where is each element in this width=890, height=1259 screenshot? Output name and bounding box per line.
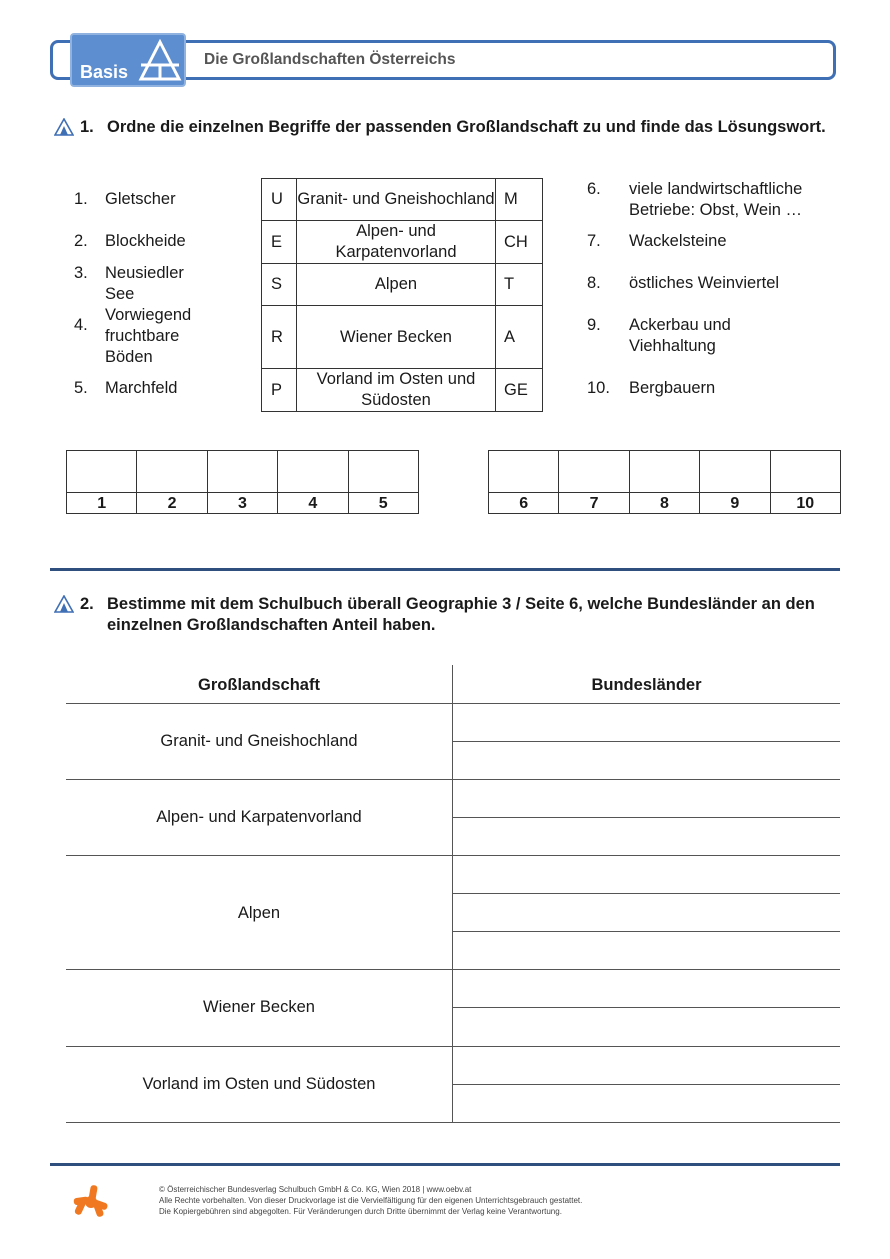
letter-cell: P	[262, 369, 297, 412]
footer-line: Die Kopiergebühren sind abgegolten. Für Veränderungen durch Dritte übernimmt der Verlag keine Verantwortung.	[159, 1207, 562, 1216]
matching-table	[261, 178, 543, 412]
letter-cell: S	[262, 264, 297, 306]
letter-cell: E	[262, 221, 297, 264]
grid-number: 2	[137, 493, 207, 514]
grid-number: 6	[489, 493, 559, 514]
item-number: 5.	[74, 379, 88, 397]
answer-cell[interactable]	[137, 451, 207, 493]
landscape-label: Alpen- und Karpatenvorland	[156, 808, 362, 826]
table-row	[262, 369, 543, 412]
letter-cell: R	[262, 306, 297, 369]
table-row-line	[66, 1046, 840, 1047]
item-number: 2.	[74, 232, 88, 250]
table-row	[262, 306, 543, 369]
item-text: Vorwiegend fruchtbare Böden	[105, 306, 192, 366]
triangle-logo-icon	[138, 39, 182, 83]
grid-number: 1	[67, 493, 137, 514]
letter-cell: U	[262, 179, 297, 221]
table-row-line	[66, 1122, 840, 1123]
answer-cell[interactable]	[67, 451, 137, 493]
grid-number: 5	[348, 493, 418, 514]
item-text: viele landwirtschaftliche Betriebe: Obst, Wein …	[629, 180, 803, 219]
footer-line: © Österreichischer Bundesverlag Schulbuch GmbH & Co. KG, Wien 2018 | www.oebv.at	[159, 1185, 472, 1194]
answer-cell[interactable]	[559, 451, 629, 493]
answer-cell[interactable]	[770, 451, 840, 493]
item-number: 1.	[74, 190, 88, 208]
item-text: Wackelsteine	[629, 232, 727, 250]
item-text: Neusiedler See	[105, 264, 184, 303]
item-number: 9.	[587, 316, 601, 334]
item-text: Gletscher	[105, 190, 176, 208]
answer-cell[interactable]	[278, 451, 348, 493]
grid-number: 3	[207, 493, 277, 514]
answer-line	[453, 1084, 840, 1085]
table-row-line	[66, 969, 840, 970]
table-row	[262, 264, 543, 306]
table-row-line	[66, 703, 840, 704]
item-number: 4.	[74, 316, 88, 334]
section-divider	[50, 568, 840, 571]
item-text: Bergbauern	[629, 379, 716, 397]
oebv-star-logo-icon	[72, 1183, 110, 1221]
landscape-cell: Vorland im Osten und Südosten	[297, 369, 496, 412]
answer-line	[453, 741, 840, 742]
grid-number: 10	[770, 493, 840, 514]
answer-cell[interactable]	[207, 451, 277, 493]
landscape-label: Wiener Becken	[203, 998, 315, 1016]
item-number: 3.	[74, 264, 88, 282]
answer-cell[interactable]	[629, 451, 699, 493]
footer-text	[159, 1184, 582, 1217]
item-text: Ackerbau und Viehhaltung	[629, 316, 731, 355]
answer-grid-left	[66, 450, 419, 514]
item-number: 6.	[587, 180, 601, 198]
footer-line: Alle Rechte vorbehalten. Von dieser Druckvorlage ist die Vervielfältigung für den eigenen Unterrichtsgebrauch gestattet.	[159, 1196, 583, 1205]
column-header-landscape: Großlandschaft	[198, 676, 320, 694]
level-triangle-icon	[54, 118, 74, 136]
landscape-cell: Granit- und Gneishochland	[297, 179, 496, 221]
grid-number: 7	[559, 493, 629, 514]
grid-number: 4	[278, 493, 348, 514]
table-row-line	[66, 855, 840, 856]
item-number: 8.	[587, 274, 601, 292]
landscape-cell: Wiener Becken	[297, 306, 496, 369]
answer-cell[interactable]	[700, 451, 770, 493]
answer-line	[453, 931, 840, 932]
landscape-label: Vorland im Osten und Südosten	[142, 1075, 376, 1093]
answer-grid-right	[488, 450, 841, 514]
grid-number: 8	[629, 493, 699, 514]
page-title: Die Großlandschaften Österreichs	[204, 51, 456, 68]
answer-line	[453, 893, 840, 894]
task-1-text: Ordne die einzelnen Begriffe der passenden Großlandschaft zu und finde das Lösungswort.	[107, 118, 826, 136]
footer-divider	[50, 1163, 840, 1166]
answer-line	[453, 817, 840, 818]
basis-logo	[70, 33, 186, 87]
table-row	[262, 221, 543, 264]
answer-cell[interactable]	[489, 451, 559, 493]
task-2-number: 2.	[80, 595, 94, 613]
landscape-cell: Alpen	[297, 264, 496, 306]
landscape-cell: Alpen- und Karpatenvorland	[297, 221, 496, 264]
item-number: 10.	[587, 379, 610, 397]
letter-cell: M	[496, 179, 543, 221]
table-row-line	[66, 779, 840, 780]
table-row	[262, 179, 543, 221]
grid-number: 9	[700, 493, 770, 514]
landscape-label: Alpen	[237, 904, 281, 922]
task-1-number: 1.	[80, 118, 94, 136]
answer-cell[interactable]	[348, 451, 418, 493]
landscape-label: Granit- und Gneishochland	[160, 732, 358, 750]
item-text: Blockheide	[105, 232, 186, 250]
item-text: östliches Weinviertel	[629, 274, 780, 292]
column-header-states: Bundesländer	[591, 676, 702, 694]
item-number: 7.	[587, 232, 601, 250]
item-text: Marchfeld	[105, 379, 178, 397]
letter-cell: T	[496, 264, 543, 306]
task-2-text: Bestimme mit dem Schulbuch überall Geographie 3 / Seite 6, welche Bundesländer an den einzelnen Großlandschaften Anteil haben.	[107, 595, 815, 634]
answer-line	[453, 1007, 840, 1008]
letter-cell: CH	[496, 221, 543, 264]
letter-cell: GE	[496, 369, 543, 412]
letter-cell: A	[496, 306, 543, 369]
level-triangle-icon	[54, 595, 74, 613]
table-column-divider	[452, 665, 453, 1123]
logo-text: Basis	[80, 62, 129, 82]
